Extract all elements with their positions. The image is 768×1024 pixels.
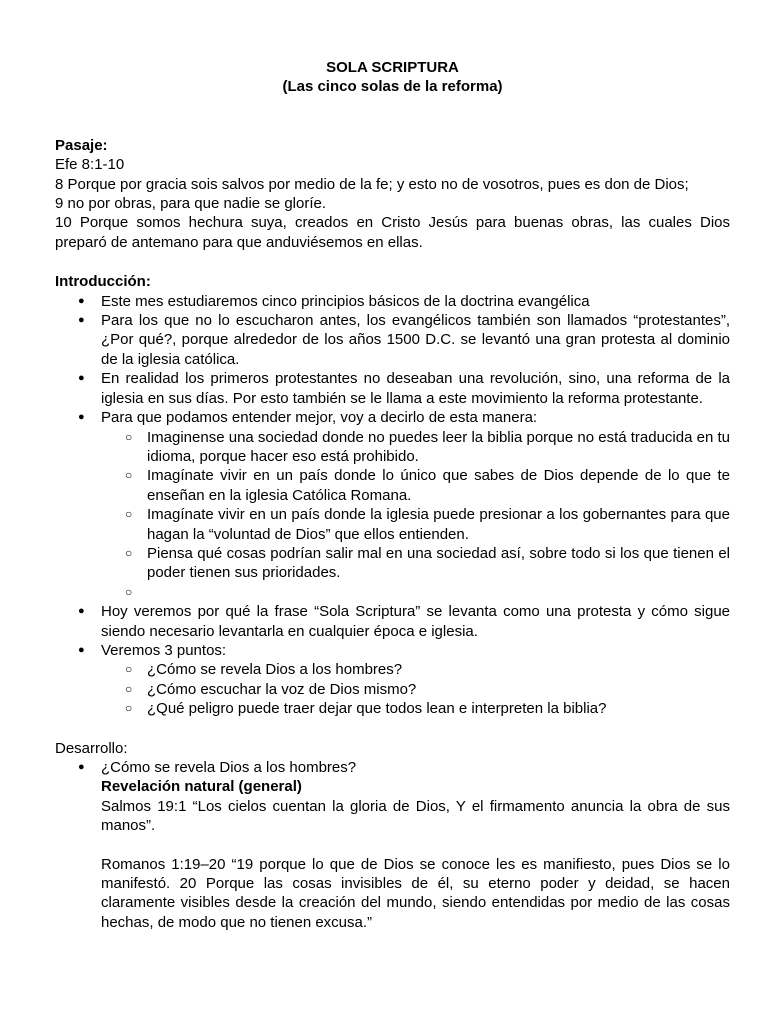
sublist-item: ○ ¿Cómo escuchar la voz de Dios mismo? — [101, 680, 730, 699]
sublist-item-empty — [101, 583, 730, 602]
verse-10: 10 Porque somos hechura suya, creados en Cristo Jesús para buenas obras, las cuales Dios preparó de antemano para que anduviésemos en ellas. — [55, 214, 730, 251]
list-item — [55, 641, 730, 719]
document-page — [55, 58, 730, 932]
list-item-text: Veremos 3 puntos: — [101, 641, 227, 659]
desarrollo-heading: Desarrollo: — [55, 739, 128, 757]
romanos-quote: Romanos 1:19–20 “19 porque lo que de Dios se conoce les es manifiesto, pues Dios se lo manifestó. 20 Porque las cosas invisibles de él, su eterno poder y deidad, se hacen claramente visibles desde la creación del mundo, siendo entendidas por medio de las cosas hechas, de modo que no tienen excusa.” — [101, 855, 730, 931]
list-item-text: Para que podamos entender mejor, voy a decirlo de esta manera: — [101, 409, 538, 427]
document-title: SOLA SCRIPTURA — [326, 59, 459, 76]
sublist-item: ○ Imagínate vivir en un país donde la iglesia puede presionar a los gobernantes para que hagan la “voluntad de Dios” que ellos entienden. — [101, 505, 730, 544]
spacer — [55, 719, 730, 739]
verse-8: 8 Porque por gracia sois salvos por medio de la fe; y esto no de vosotros, pues es don de Dios; — [55, 175, 689, 193]
introduccion-heading: Introducción: — [55, 273, 151, 291]
list-item: ● Hoy veremos por qué la frase “Sola Scriptura” se levanta como una protesta y cómo sigue siendo necesario levantarla en cualquier época e iglesia. — [55, 602, 730, 641]
list-item — [55, 758, 730, 932]
pasaje-section — [55, 136, 730, 252]
sublist-item: ○ Piensa qué cosas podrían salir mal en una sociedad así, sobre todo si los que tienen el poder tienen sus prioridades. — [101, 544, 730, 583]
verse-9: 9 no por obras, para que nadie se gloríe. — [55, 195, 327, 213]
list-item: ● Este mes estudiaremos cinco principios básicos de la doctrina evangélica — [55, 292, 730, 311]
introduccion-list — [55, 292, 730, 719]
desarrollo-list — [55, 758, 730, 932]
pasaje-reference: Efe 8:1-10 — [55, 156, 125, 174]
revelacion-subheading: Revelación natural (general) — [101, 778, 302, 796]
introduccion-section — [55, 272, 730, 718]
sublist-item: ○ Imaginense una sociedad donde no puedes leer la biblia porque no está traducida en tu idioma, porque hacer eso está prohibido. — [101, 428, 730, 467]
spacer — [101, 836, 730, 855]
list-item-text: ● ¿Cómo se revela Dios a los hombres? — [101, 758, 357, 776]
sublist-item: ○ Imagínate vivir en un país donde lo único que sabes de Dios depende de lo que te enseñan en la iglesia Católica Romana. — [101, 466, 730, 505]
sublist-item: ○ ¿Qué peligro puede traer dejar que todos lean e interpreten la biblia? — [101, 699, 730, 718]
sublist — [101, 660, 730, 718]
sublist-item: ○ ¿Cómo se revela Dios a los hombres? — [101, 660, 730, 679]
desarrollo-section — [55, 739, 730, 933]
document-subtitle: (Las cinco solas de la reforma) — [282, 78, 503, 96]
list-item — [55, 408, 730, 602]
spacer — [55, 252, 730, 272]
list-item: ● Para los que no lo escucharon antes, los evangélicos también son llamados “protestantes”, ¿Por qué?, porque alrededor de los años 1500 D.C. se levantó una gran protesta al dominio de la iglesia católica. — [55, 311, 730, 369]
pasaje-heading: Pasaje: — [55, 136, 108, 154]
sublist — [101, 428, 730, 603]
list-item: ● En realidad los primeros protestantes no deseaban una revolución, sino, una reforma de la iglesia en sus días. Por esto también se le llama a este movimiento la reforma protestante. — [55, 369, 730, 408]
spacer — [55, 97, 730, 136]
salmos-quote: Salmos 19:1 “Los cielos cuentan la gloria de Dios, Y el firmamento anuncia la obra de sus manos”. — [101, 797, 730, 835]
